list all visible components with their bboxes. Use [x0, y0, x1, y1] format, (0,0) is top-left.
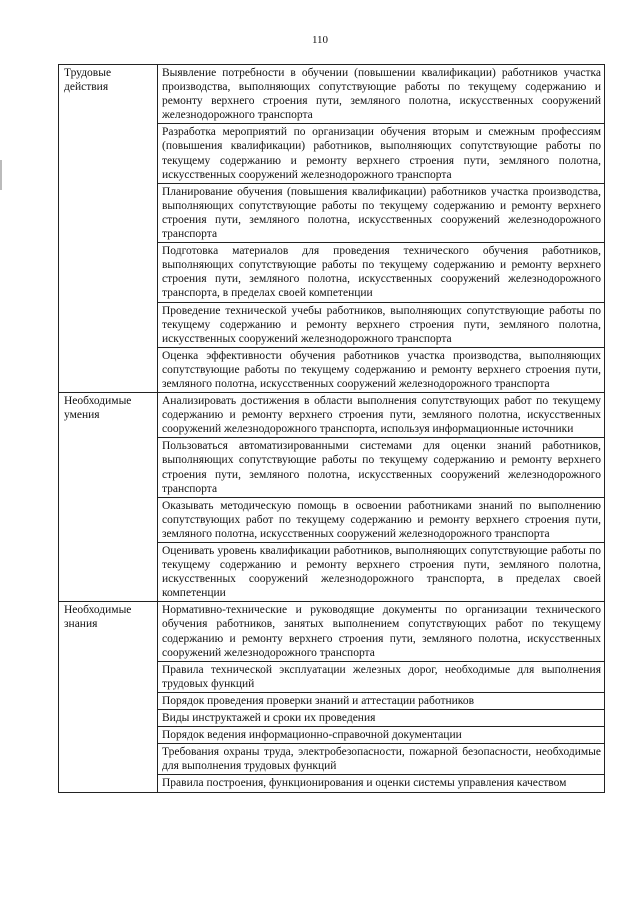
labor-action-cell: Планирование обучения (повышения квалификации) работников участка производства, выполняющих сопутствующие работы по текущему содержанию и ремонту верхнего строения пути, земляного полотна, искусственных сооружений железнодорожного транспорта [158, 183, 605, 242]
knowledge-cell: Порядок проведения проверки знаний и аттестации работников [158, 692, 605, 709]
table-row [59, 393, 605, 438]
knowledge-cell: Требования охраны труда, электробезопасности, пожарной безопасности, необходимые для выполнения трудовых функций [158, 744, 605, 775]
page-number: 110 [311, 34, 329, 46]
knowledge-cell: Нормативно-технические и руководящие документы по организации технического обучения работников, занятых выполнением сопутствующих работ по текущему содержанию и ремонту верхнего строения пути, земляного полотна, искусственных сооружений железнодорожного транспорта [158, 602, 605, 661]
knowledge-cell: Порядок ведения информационно-справочной документации [158, 727, 605, 744]
labor-action-cell: Разработка мероприятий по организации обучения вторым и смежным профессиям (повышения квалификации) работников, выполняющих сопутствующие работы по текущему содержанию и ремонту верхнего строения пути, земляного полотна, искусственных сооружений железнодорожного транспорта [158, 124, 605, 183]
labor-action-cell: Оценка эффективности обучения работников участка производства, выполняющих сопутствующие работы по текущему содержанию и ремонту верхнего строения пути, земляного полотна, искусственных сооружений железнодорожного транспорта [158, 347, 605, 392]
table-row [59, 602, 605, 661]
section-label-required-knowledge: Необходимые знания [59, 602, 158, 792]
knowledge-cell: Виды инструктажей и сроки их проведения [158, 710, 605, 727]
section-label-labor-actions: Трудовые действия [59, 65, 158, 393]
section-label-required-skills: Необходимые умения [59, 393, 158, 602]
skill-cell: Оценивать уровень квалификации работников, выполняющих сопутствующие работы по текущему содержанию и ремонту верхнего строения пути, земляного полотна, искусственных сооружений железнодорожного транспорта, в пределах своей компетенции [158, 543, 605, 602]
knowledge-cell: Правила построения, функционирования и оценки системы управления качеством [158, 775, 605, 792]
skill-cell: Пользоваться автоматизированными системами для оценки знаний работников, выполняющих сопутствующие работы по текущему содержанию и ремонту верхнего строения пути, земляного полотна, искусственных сооружений железнодорожного транспорта [158, 438, 605, 497]
labor-action-cell: Выявление потребности в обучении (повышении квалификации) работников участка производства, выполняющих сопутствующие работы по текущему содержанию и ремонту верхнего строения пути, земляного полотна, искусственных сооружений железнодорожного транспорта [158, 65, 605, 124]
labor-action-cell: Проведение технической учебы работников, выполняющих сопутствующие работы по текущему содержанию и ремонту верхнего строения пути, земляного полотна, искусственных сооружений железнодорожного транспорта [158, 302, 605, 347]
knowledge-cell: Правила технической эксплуатации железных дорог, необходимые для выполнения трудовых функций [158, 661, 605, 692]
labor-action-cell: Подготовка материалов для проведения технического обучения работников, выполняющих сопутствующие работы по текущему содержанию и ремонту верхнего строения пути, земляного полотна, искусственных сооружений железнодорожного транспорта, в пределах своей компетенции [158, 243, 605, 302]
labor-function-table [58, 64, 605, 793]
skill-cell: Анализировать достижения в области выполнения сопутствующих работ по текущему содержанию и ремонту верхнего строения пути, земляного полотна, искусственных сооружений железнодорожного транспорта, используя информационные источники [158, 393, 605, 438]
skill-cell: Оказывать методическую помощь в освоении работниками знаний по выполнению сопутствующих работ по текущему содержанию и ремонту верхнего строения пути, земляного полотна, искусственных сооружений железнодорожного транспорта [158, 497, 605, 542]
scan-margin-mark [0, 160, 2, 190]
table-row [59, 65, 605, 124]
